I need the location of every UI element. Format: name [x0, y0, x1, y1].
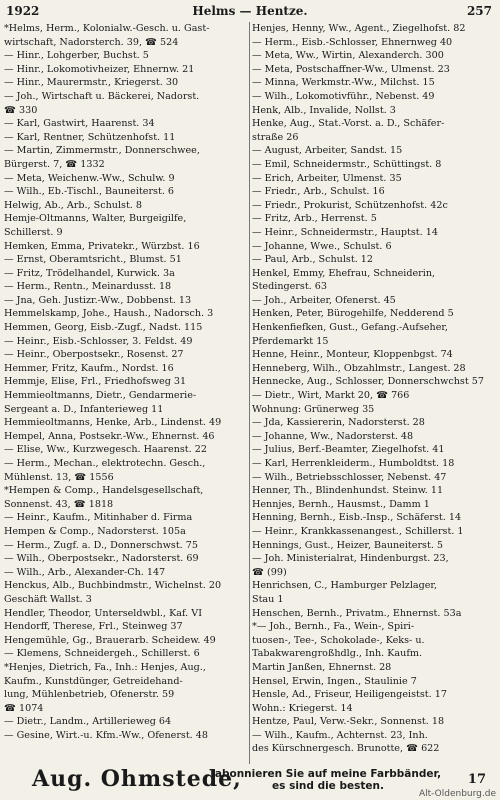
directory-entry-line: *Helms, Herm., Kolonialw.-Gesch. u. Gast-: [4, 23, 210, 34]
directory-entry-line: — August, Arbeiter, Sandst. 15: [252, 145, 403, 157]
directory-entry-line: — Hinr., Lokomotivheizer, Ehnernw. 21: [4, 63, 195, 75]
directory-entry-line: Hendler, Theodor, Unterseldwbl., Kaf. VI: [4, 607, 202, 619]
directory-entry-line: — Julius, Berf.-Beamter, Ziegelhofst. 41: [252, 444, 445, 456]
directory-entry-line: Henner, Th., Blindenhundst. Steinw. 11: [252, 485, 444, 497]
directory-entry-line: Tabakwarengroßhdlg., Inh. Kaufm.: [252, 648, 423, 660]
directory-entry-line: Wohnung: Grünerweg 35: [252, 403, 375, 415]
directory-entry-line: Hempen & Comp., Nadorsterst. 105a: [4, 525, 186, 537]
directory-entry-line: Henjes, Henny, Ww., Agent., Ziegelhofst. 82: [252, 23, 466, 34]
directory-entry-line: — Herm., Rentn., Meinardusst. 18: [4, 281, 172, 293]
directory-entry-line: Geschäft Wallst. 3: [4, 593, 92, 605]
directory-entry-line: — Karl, Rentner, Schützenhofst. 11: [4, 131, 176, 143]
directory-entry-line: — Wilh., Betriebsschlosser, Nebenst. 47: [252, 471, 447, 483]
directory-entry-line: Hemje-Oltmanns, Walter, Burgeigilfe,: [4, 213, 187, 225]
advertisement-text: [208, 768, 448, 792]
directory-entry-line: — Klemens, Schneidergeh., Schillerst. 6: [4, 648, 200, 660]
directory-entry-line: Hengemühle, Gg., Brauerarb. Scheidew. 49: [4, 634, 216, 646]
directory-entry-line: — Wilh., Oberpostsekr., Nadorsterst. 69: [4, 553, 199, 565]
directory-entry-line: Pferdemarkt 15: [252, 335, 329, 347]
directory-entry-line: — Heinr., Eisb.-Schlosser, 3. Feldst. 49: [4, 335, 193, 347]
directory-entry-line: — Dietr., Landm., Artillerieweg 64: [4, 716, 172, 728]
directory-entry-line: Hemmen, Georg, Eisb.-Zugf., Nadst. 115: [4, 322, 203, 334]
column-divider: [249, 22, 250, 764]
directory-entry-line: Martin Janßen, Ehnernst. 28: [252, 661, 392, 673]
directory-entry-line: Bürgerst. 7, ☎ 1332: [4, 158, 105, 170]
directory-entry-line: *— Joh., Bernh., Fa., Wein-, Spiri-: [252, 621, 415, 633]
directory-entry-line: — Elise, Ww., Kurzwegesch. Haarenst. 22: [4, 444, 207, 456]
directory-entry-line: ☎ 1074: [4, 702, 44, 714]
directory-entry-line: — Friedr., Arb., Schulst. 16: [252, 186, 385, 198]
directory-entry-line: Henke, Aug., Stat.-Vorst. a. D., Schäfer-: [252, 118, 445, 130]
header-title: Helms — Hentze.: [192, 4, 308, 18]
directory-entry-line: — Erich, Arbeiter, Ulmenst. 35: [252, 172, 402, 184]
directory-entry-line: Kaufm., Kunstdünger, Getreidehand-: [4, 675, 183, 687]
directory-entry-line: — Gesine, Wirt.-u. Kfm.-Ww., Ofenerst. 48: [4, 729, 208, 741]
directory-entry-line: Hempel, Anna, Postsekr.-Ww., Ehnernst. 46: [4, 430, 215, 442]
directory-entry-line: ☎ 330: [4, 104, 38, 116]
directory-entry-line: Henckus, Alb., Buchbindmstr., Wichelnst. 20: [4, 580, 222, 592]
directory-entry-line: — Friedr., Prokurist, Schützenhofst. 42c: [252, 199, 448, 211]
page-header: [6, 4, 494, 20]
directory-entry-line: Hensle, Ad., Friseur, Heiligengeistst. 17: [252, 689, 447, 701]
right-column: [252, 22, 496, 756]
directory-entry-line: Hensel, Erwin, Ingen., Staulinie 7: [252, 675, 417, 687]
footer-advertisement: [0, 764, 500, 800]
ad-line-1: abonnieren Sie auf meine Farbbänder,: [214, 768, 442, 780]
ad-line-2: es sind die besten.: [272, 780, 384, 792]
directory-entry-line: Wohn.: Kriegerst. 14: [252, 702, 353, 714]
directory-entry-line: Schillerst. 9: [4, 226, 63, 238]
directory-entry-line: — Wilh., Lokomotivführ., Nebenst. 49: [252, 90, 435, 102]
directory-entry-line: Henning, Bernh., Eisb.-Insp., Schäferst. 14: [252, 512, 462, 524]
directory-entry-line: — Heinr., Kaufm., Mitinhaber d. Firma: [4, 512, 193, 524]
directory-entry-line: — Fritz, Arb., Herrenst. 5: [252, 213, 377, 225]
directory-entry-line: — Hinr., Maurermstr., Kriegerst. 30: [4, 77, 179, 89]
directory-entry-line: Henkel, Emmy, Ehefrau, Schneiderin,: [252, 267, 436, 279]
directory-entry-line: — Paul, Arb., Schulst. 12: [252, 254, 373, 266]
directory-entry-line: — Fritz, Trödelhandel, Kurwick. 3a: [4, 267, 175, 279]
directory-entry-line: — Johanne, Wwe., Schulst. 6: [252, 240, 392, 252]
directory-entry-line: Henschen, Bernh., Privatm., Ehnernst. 53a: [252, 607, 462, 619]
directory-entry-line: Hemmieoltmanns, Henke, Arb., Lindenst. 49: [4, 417, 222, 429]
directory-entry-line: Sonnenst. 43, ☎ 1818: [4, 498, 114, 510]
directory-entry-line: — Meta, Weichenw.-Ww., Schulw. 9: [4, 172, 175, 184]
watermark: Alt-Oldenburg.de: [418, 789, 496, 799]
directory-entry-line: Sergeant a. D., Infanterieweg 11: [4, 403, 164, 415]
directory-entry-line: — Herm., Mechan., elektrotechn. Gesch.,: [4, 458, 206, 469]
directory-entry-line: — Joh., Wirtschaft u. Bäckerei, Nadorst.: [4, 90, 200, 102]
directory-entry-line: — Heinr., Krankkassenangest., Schillerst. 1: [252, 525, 464, 537]
directory-entry-line: Hentze, Paul, Verw.-Sekr., Sonnenst. 18: [252, 716, 445, 728]
directory-entry-line: — Meta, Postschaffner-Ww., Ulmenst. 23: [252, 63, 450, 75]
directory-entry-line: — Wilh., Kaufm., Achternst. 23, Inh.: [252, 729, 428, 741]
directory-entry-line: — Herm., Zugf. a. D., Donnerschwst. 75: [4, 539, 198, 551]
directory-entry-line: Hemmelskamp, Johe., Haush., Nadorsch. 3: [4, 308, 214, 320]
directory-entry-line: *Hempen & Comp., Handelsgesellschaft,: [4, 485, 204, 497]
directory-entry-line: — Karl, Gastwirt, Haarenst. 34: [4, 118, 155, 130]
directory-entry-line: Hemmje, Elise, Frl., Friedhofsweg 31: [4, 376, 187, 388]
directory-entry-line: Helwig, Ab., Arb., Schulst. 8: [4, 199, 143, 211]
directory-entry-line: Henk, Alb., Invalide, Nollst. 3: [252, 104, 396, 116]
directory-entry-line: tuosen-, Tee-, Schokolade-, Keks- u.: [252, 634, 425, 646]
directory-entry-line: — Meta, Ww., Wirtin, Alexanderch. 300: [252, 50, 444, 62]
directory-entry-line: Hennecke, Aug., Schlosser, Donnerschwchst 57: [252, 376, 484, 388]
directory-entry-line: — Heinr., Schneidermstr., Hauptst. 14: [252, 226, 438, 238]
page-number: 257: [466, 4, 492, 18]
directory-entry-line: Hennings, Gust., Heizer, Bauneiterst. 5: [252, 539, 444, 551]
directory-entry-line: — Ernst, Oberamtsricht., Blumst. 51: [4, 254, 182, 266]
directory-entry-line: — Dietr., Wirt, Markt 20, ☎ 766: [252, 390, 410, 402]
directory-entry-line: ☎ (99): [252, 566, 287, 578]
directory-entry-line: — Minna, Werkmstr.-Ww., Milchst. 15: [252, 77, 435, 89]
directory-entry-line: Mühlenst. 13, ☎ 1556: [4, 471, 114, 483]
footer-number: 17: [467, 772, 486, 787]
directory-entry-line: Hemken, Emma, Privatekr., Würzbst. 16: [4, 240, 200, 252]
directory-entry-line: Stau 1: [252, 593, 284, 605]
directory-entry-line: Henken, Peter, Bürogehilfe, Nedderend 5: [252, 308, 454, 320]
directory-entry-line: — Karl, Herrenkleiderm., Humboldtst. 18: [252, 458, 455, 469]
directory-entry-line: Henrichsen, C., Hamburger Pelzlager,: [252, 580, 438, 592]
directory-entry-line: Henne, Heinr., Monteur, Kloppenbgst. 74: [252, 349, 453, 361]
directory-entry-line: Hennjes, Bernh., Hausmst., Damm 1: [252, 498, 430, 510]
directory-entry-line: Henneberg, Wilh., Obzahlmstr., Langest. 28: [252, 362, 466, 374]
left-column: [4, 22, 248, 742]
directory-entry-line: lung, Mühlenbetrieb, Ofenerstr. 59: [4, 689, 175, 701]
directory-entry-line: Hemmieoltmanns, Dietr., Gendarmerie-: [4, 390, 197, 402]
advertiser-name: Aug. Ohmstede,: [32, 766, 242, 792]
directory-entry-line: — Johanne, Ww., Nadorsterst. 48: [252, 430, 414, 442]
directory-entry-line: — Jda, Kassiererin, Nadorsterst. 28: [252, 417, 425, 429]
directory-entry-line: — Emil, Schneidermstr., Schüttingst. 8: [252, 158, 442, 170]
directory-entry-line: — Joh. Ministerialrat, Hindenburgst. 23,: [252, 553, 449, 565]
directory-entry-line: Stedingerst. 63: [252, 281, 327, 293]
directory-entry-line: — Wilh., Arb., Alexander-Ch. 147: [4, 566, 166, 578]
directory-entry-line: — Martin, Zimmermstr., Donnerschwee,: [4, 145, 200, 157]
directory-entry-line: — Herm., Eisb.-Schlosser, Ehnernweg 40: [252, 36, 453, 48]
directory-entry-line: des Kürschnergesch. Brunotte, ☎ 622: [252, 743, 440, 755]
directory-entry-line: straße 26: [252, 131, 299, 143]
directory-entry-line: — Hinr., Lohgerber, Buchst. 5: [4, 50, 149, 62]
directory-entry-line: — Jna, Geh. Justizr.-Ww., Dobbenst. 13: [4, 294, 192, 306]
directory-entry-line: wirtschaft, Nadorsterch. 39, ☎ 524: [4, 36, 179, 48]
directory-entry-line: — Wilh., Eb.-Tischl., Bauneiterst. 6: [4, 186, 175, 198]
header-year: 1922: [6, 4, 40, 18]
directory-entry-line: *Henjes, Dietrich, Fa., Inh.: Henjes, Aug.,: [4, 661, 206, 673]
directory-entry-line: — Joh., Arbeiter, Ofenerst. 45: [252, 294, 396, 306]
directory-entry-line: Henkenfiefken, Gust., Gefang.-Aufseher,: [252, 322, 448, 334]
directory-entry-line: — Heinr., Oberpostsekr., Rosenst. 27: [4, 349, 184, 361]
directory-entry-line: Hemmer, Fritz, Kaufm., Nordst. 16: [4, 362, 174, 374]
directory-entry-line: Hendorff, Therese, Frl., Steinweg 37: [4, 621, 183, 633]
